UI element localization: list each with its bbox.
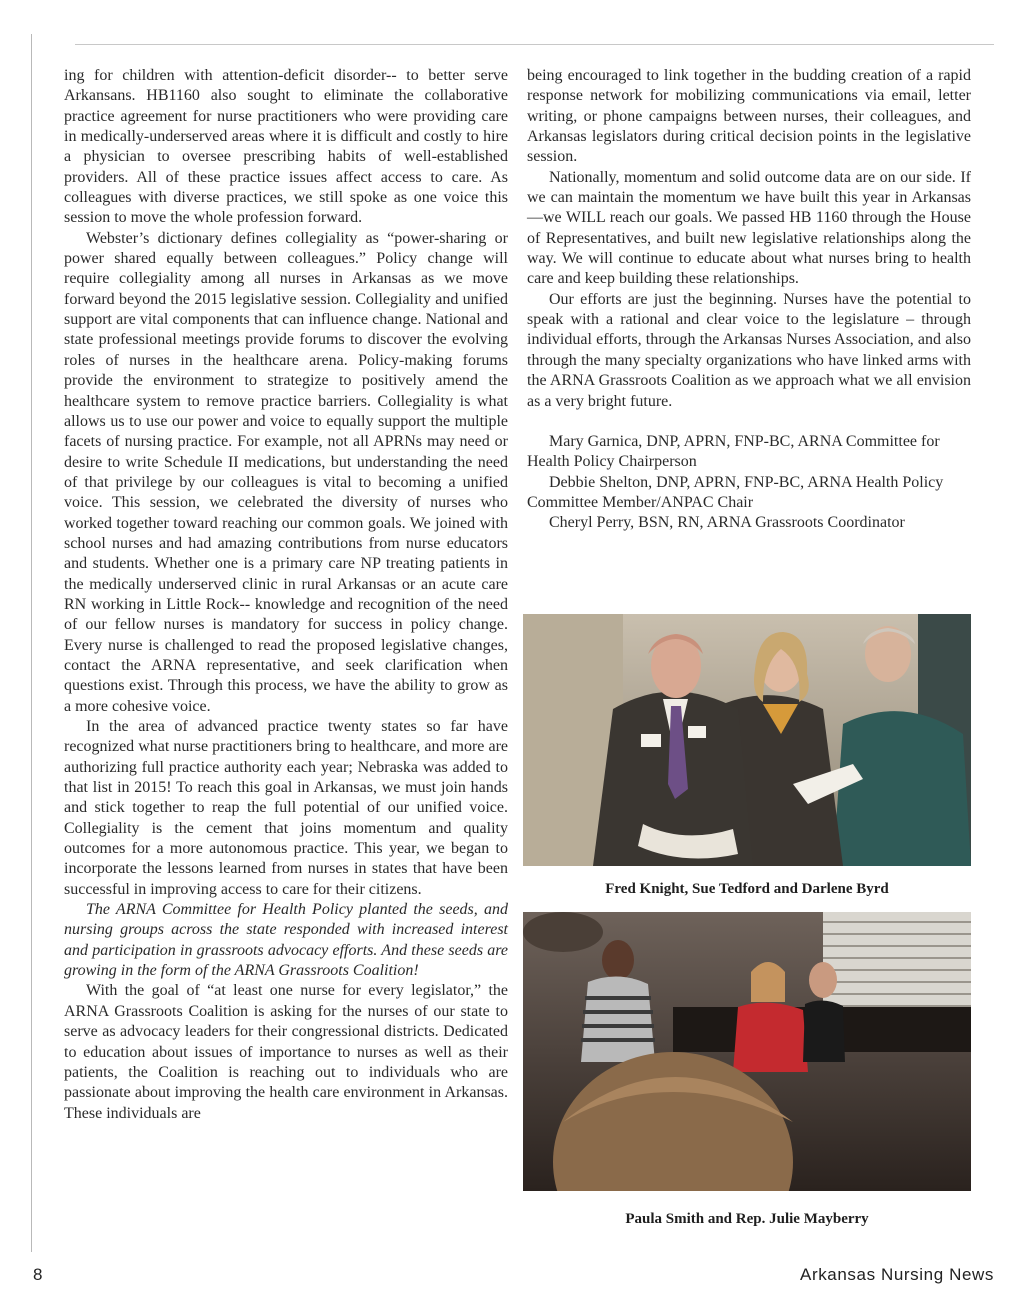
photo-caption: Paula Smith and Rep. Julie Mayberry (625, 1211, 869, 1227)
paragraph: being encouraged to link together in the budding creation of a rapid response network for mobilizing communications via email, letter writing, or phone campaigns between nurses, their colleagues, and Arkansas legislators during critical decision points in the legislative session. (527, 67, 971, 166)
paragraph: With the goal of “at least one nurse for every legislator,” the ARNA Grassroots Coalition is asking for the nurses of our state to serve as advocacy leaders for their congressional districts. Dedicated to education about issues of importance to nurses as well as their patients, the Coalition is reaching out to individuals who are passionate about improving the health care environment in Arkansas. These individuals are (64, 982, 508, 1122)
italic-paragraph: The ARNA Committee for Health Policy planted the seeds, and nursing groups across the state responded with increased interest and participation in grassroots advocacy efforts. And these seeds are growing in the form of the ARNA Grassroots Coalition! (64, 901, 508, 980)
signature-line: Cheryl Perry, BSN, RN, ARNA Grassroots Coordinator (549, 514, 905, 532)
header-rule (75, 44, 994, 45)
right-column (527, 66, 971, 534)
publication-name: Arkansas Nursing News (800, 1265, 994, 1284)
photo-hearing-attendees (523, 614, 971, 866)
paragraph: In the area of advanced practice twenty states so far have recognized what nurse practitioners bring to healthcare, and more are authorizing full practice authority each year; Nebraska was added to that list in 2015! To reach this goal in Arkansas, we must join hands and stick together to reap the full potential of our unified voice. Collegiality is the cement that joins momentum and quality outcomes for a more autonomous practice. This year, we began to incorporate the lessons learned from nurses in states that have been successful in improving access to care for their citizens. (64, 718, 508, 898)
paragraph: Webster’s dictionary defines collegiality as “power-sharing or power shared equally between colleagues.” Policy change will require collegiality among all nurses in Arkansas as we move forward beyond the 2015 legislative session. Collegiality and unified support are vital components that can influence change. National and state professional meetings provide forums to discover the evolving roles of nurses in the healthcare arena. Policy-making forums provide the environment to strategize to positively amend the healthcare system to remove practice barriers. Collegiality is what allows us to use our power and voice to equally support the multiple facets of nursing practice. For example, not all APRNs may need or desire to write Schedule II medications, but understanding the need of that privilege by our colleagues is vital to becoming a unified voice. This session, we celebrated the diversity of nurses who worked together toward reaching our common goals. We joined with school nurses and had amazing contributions from nurse educators and students. Whether one is a primary care NP treating patients in the medically underserved clinic in rural Arkansas or an acute care RN working in Little Rock-- knowledge and recognition of the need of our fellow nurses is mandatory for success in policy change. Every nurse is challenged to read the proposed legislative changes, contact the ARNA representative, and seek clarification when questions exist. Through this process, we have the ability to grow as a more cohesive voice. (64, 229, 508, 715)
photo-illustration (523, 614, 971, 866)
photo-committee-hearing (523, 912, 971, 1191)
signature-line: Debbie Shelton, DNP, APRN, FNP-BC, ARNA Health Policy Committee Member/ANPAC Chair (527, 473, 944, 511)
photo-illustration (523, 912, 971, 1191)
paragraph: ing for children with attention-deficit disorder-- to better serve Arkansans. HB1160 also sought to eliminate the collaborative practice agreement for nurse practitioners who were providing care in medically-underserved areas where it is difficult and costly to hire a physician to oversee prescribing habits of well-established providers. All of these practice issues affect access to care. As colleagues with diverse practices, we still spoke as one voice this session to move the whole profession forward. (64, 67, 508, 227)
left-column (64, 66, 508, 1124)
spacer (527, 412, 971, 432)
signature-block (527, 432, 971, 534)
signature-line: Mary Garnica, DNP, APRN, FNP-BC, ARNA Committee for Health Policy Chairperson (527, 432, 940, 471)
left-margin-rule (31, 34, 32, 1252)
paragraph: Nationally, momentum and solid outcome data are on our side. If we can maintain the momentum we have built this year in Arkansas—we WILL reach our goals. We passed HB 1160 through the House of Representatives, and built new legislative relationships along the way. We will continue to educate about what nurses bring to health care and keep building these relationships. (527, 168, 971, 288)
page-number: 8 (33, 1265, 43, 1284)
paragraph: Our efforts are just the beginning. Nurses have the potential to speak with a rational and clear voice to the legislature – through individual efforts, through the Arkansas Nurses Association, and also through the many specialty organizations who have linked arms with the ARNA Grassroots Coalition as we approach what we all envision as a very bright future. (527, 290, 971, 410)
photo-caption: Fred Knight, Sue Tedford and Darlene Byrd (605, 881, 889, 897)
